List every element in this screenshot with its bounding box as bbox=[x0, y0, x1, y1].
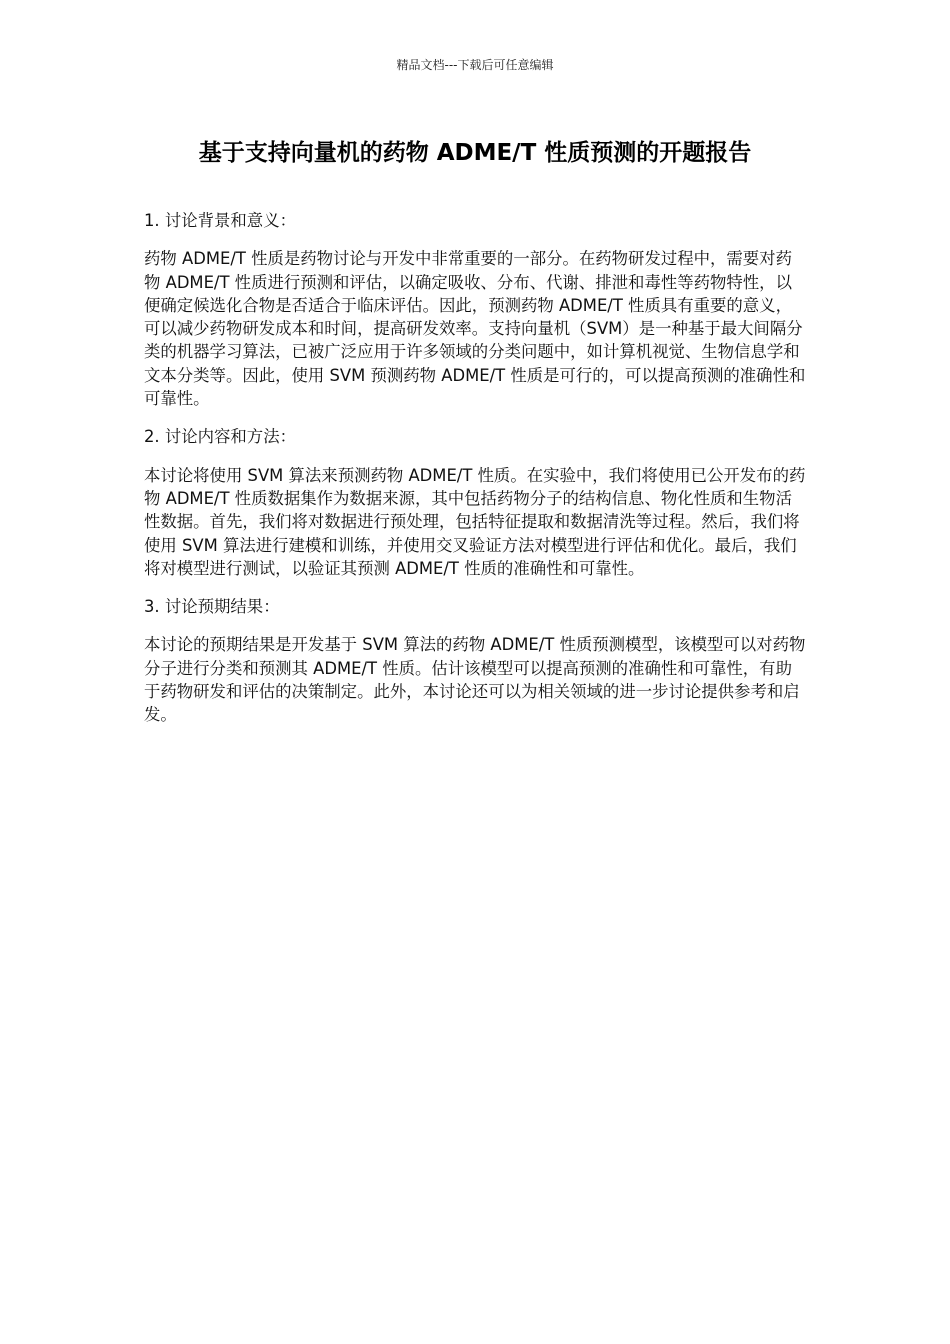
section-background bbox=[144, 209, 806, 410]
document-body bbox=[144, 209, 806, 742]
section-paragraph: 药物 ADME/T 性质是药物讨论与开发中非常重要的一部分。在药物研发过程中，需要对药物 ADME/T 性质进行预测和评估，以确定吸收、分布、代谢、排泄和毒性等药物特性，以便确定候选化合物是否适合于临床评估。因此，预测药物 ADME/T 性质具有重要的意义，可以减少药物研发成本和时间，提高研发效率。支持向量机（SVM）是一种基于最大间隔分类的机器学习算法，已被广泛应用于许多领域的分类问题中，如计算机视觉、生物信息学和文本分类等。因此，使用 SVM 预测药物 ADME/T 性质是可行的，可以提高预测的准确性和可靠性。 bbox=[144, 249, 806, 409]
header-note: 精品文档---下载后可任意编辑 bbox=[396, 58, 554, 72]
section-heading: 1. 讨论背景和意义： bbox=[144, 211, 296, 230]
section-heading: 3. 讨论预期结果： bbox=[144, 597, 280, 617]
section-paragraph: 本讨论的预期结果是开发基于 SVM 算法的药物 ADME/T 性质预测模型，该模型可以对药物分子进行分类和预测其 ADME/T 性质。估计该模型可以提高预测的准确性和可靠性，有助于药物研发和评估的决策制定。此外，本讨论还可以为相关领域的进一步讨论提供参考和启发。 bbox=[144, 635, 806, 725]
section-paragraph: 本讨论将使用 SVM 算法来预测药物 ADME/T 性质。在实验中，我们将使用已公开发布的药物 ADME/T 性质数据集作为数据来源，其中包括药物分子的结构信息、物化性质和生物活性数据。首先，我们将对数据进行预处理，包括特征提取和数据清洗等过程。然后，我们将使用 SVM 算法进行建模和训练，并使用交叉验证方法对模型进行评估和优化。最后，我们将对模型进行测试，以验证其预测 ADME/T 性质的准确性和可靠性。 bbox=[144, 465, 806, 578]
section-expected-results bbox=[144, 595, 806, 726]
section-content-method bbox=[144, 425, 806, 580]
document-title: 基于支持向量机的药物 ADME/T 性质预测的开题报告 bbox=[198, 140, 752, 166]
section-heading: 2. 讨论内容和方法： bbox=[144, 427, 296, 447]
